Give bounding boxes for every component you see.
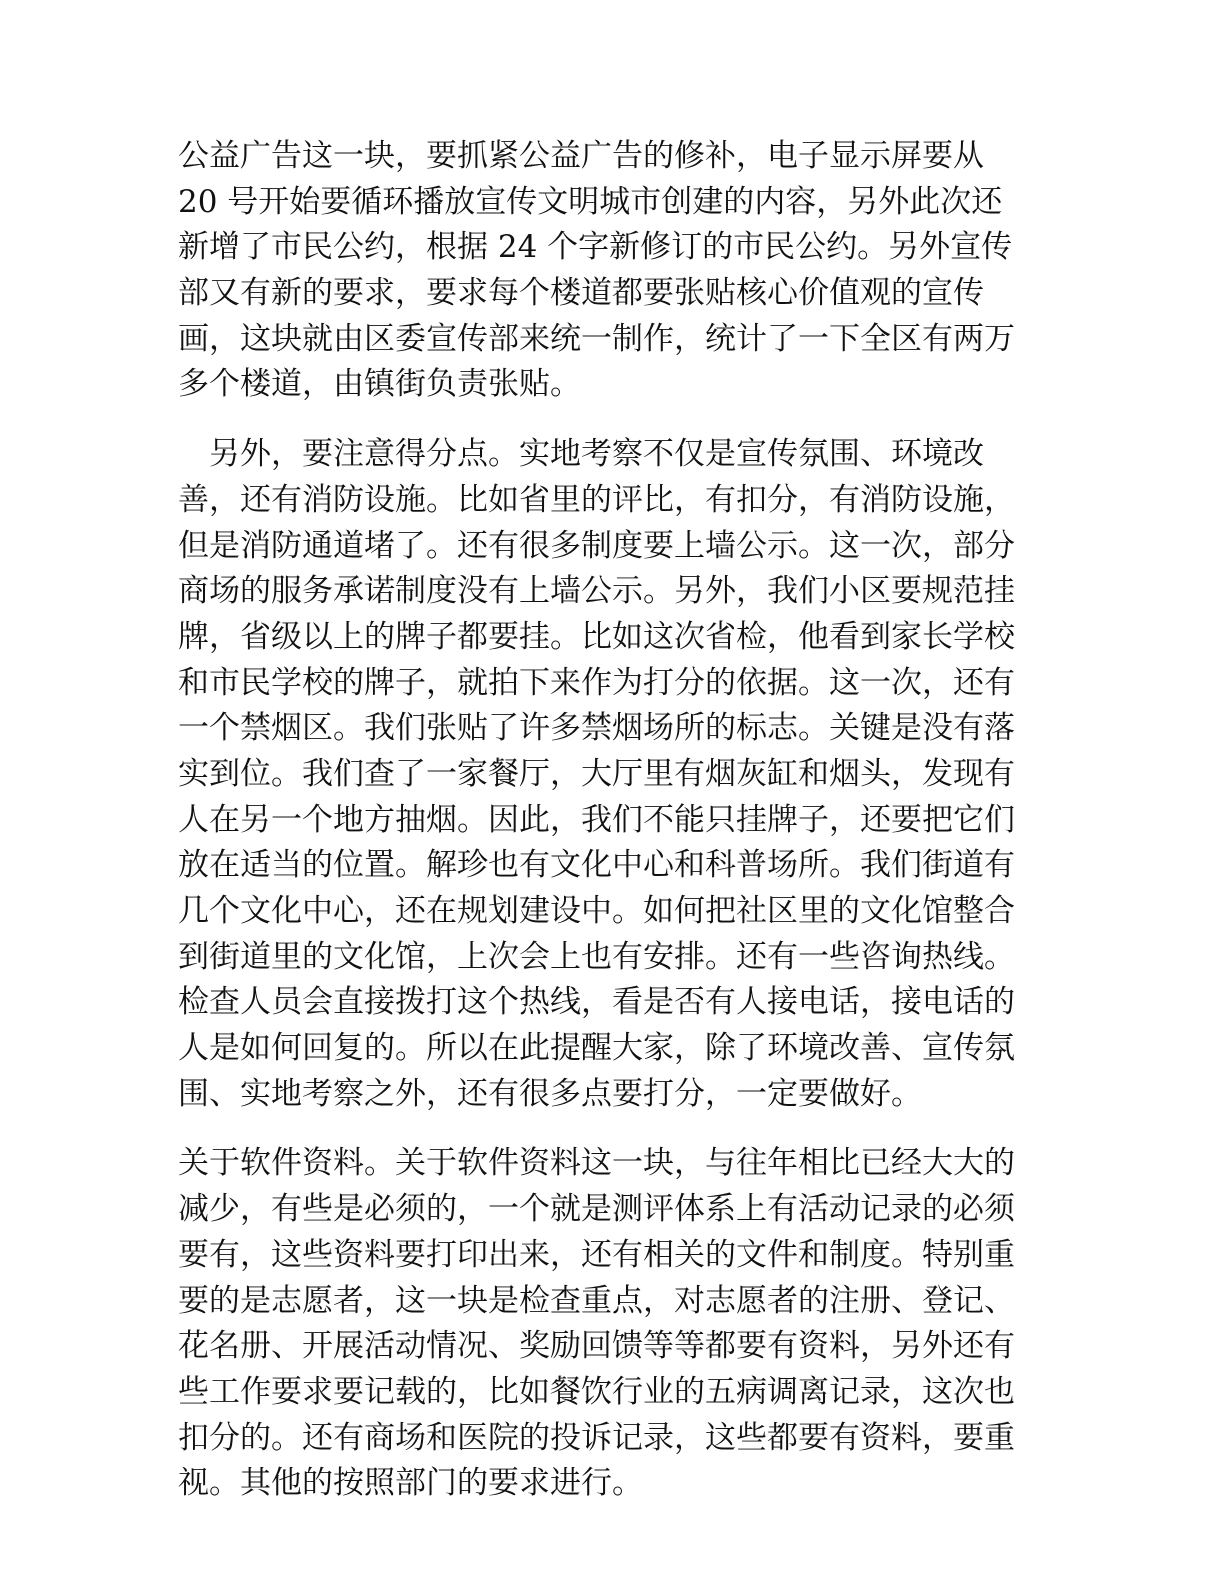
text-line: 围、实地考察之外，还有很多点要打分，一定要做好。 <box>178 1075 922 1112</box>
paragraph-spacer <box>178 1117 1040 1141</box>
text-line: 要的是志愿者，这一块是检查重点，对志愿者的注册、登记、 <box>178 1282 1015 1319</box>
text-line: 实到位。我们查了一家餐厅，大厅里有烟灰缸和烟头，发现有 <box>178 755 1015 792</box>
text-line: 关于软件资料。关于软件资料这一块，与往年相比已经大大的 <box>178 1145 1015 1182</box>
text-line: 放在适当的位置。解珍也有文化中心和科普场所。我们街道有 <box>178 847 1015 884</box>
text-line: 要有，这些资料要打印出来，还有相关的文件和制度。特别重 <box>178 1236 1015 1273</box>
paragraph-scoring-points <box>178 432 1040 1117</box>
text-line: 20 号开始要循环播放宣传文明城市创建的内容，另外此次还 <box>178 183 1003 220</box>
text-line: 到街道里的文化馆，上次会上也有安排。还有一些咨询热线。 <box>178 938 1015 975</box>
text-line: 花名册、开展活动情况、奖励回馈等等都要有资料，另外还有 <box>178 1328 1015 1365</box>
text-line: 和市民学校的牌子，就拍下来作为打分的依据。这一次，还有 <box>178 664 1015 701</box>
paragraph-spacer <box>178 408 1040 432</box>
text-line: 牌，省级以上的牌子都要挂。比如这次省检，他看到家长学校 <box>178 618 1015 655</box>
text-line: 检查人员会直接拨打这个热线，看是否有人接电话，接电话的 <box>178 984 1015 1021</box>
text-line: 另外，要注意得分点。实地考察不仅是宣传氛围、环境改 <box>178 436 984 473</box>
text-line: 减少，有些是必须的，一个就是测评体系上有活动记录的必须 <box>178 1191 1015 1228</box>
text-line: 部又有新的要求，要求每个楼道都要张贴核心价值观的宣传 <box>178 275 984 312</box>
text-line: 但是消防通道堵了。还有很多制度要上墙公示。这一次，部分 <box>178 527 1015 564</box>
text-line: 公益广告这一块，要抓紧公益广告的修补，电子显示屏要从 <box>178 138 984 174</box>
document-page <box>178 134 1040 1507</box>
text-line: 一个禁烟区。我们张贴了许多禁烟场所的标志。关键是没有落 <box>178 710 1015 747</box>
text-line: 商场的服务承诺制度没有上墙公示。另外，我们小区要规范挂 <box>178 573 1015 610</box>
text-line: 扣分的。还有商场和医院的投诉记录，这些都要有资料，要重 <box>178 1419 1015 1456</box>
text-line: 视。其他的按照部门的要求进行。 <box>178 1465 643 1502</box>
text-line: 新增了市民公约，根据 24 个字新修订的市民公约。另外宣传 <box>178 229 1013 266</box>
paragraph-public-ads <box>178 134 1040 408</box>
text-line: 些工作要求要记载的，比如餐饮行业的五病调离记录，这次也 <box>178 1373 1015 1410</box>
text-line: 多个楼道，由镇街负责张贴。 <box>178 366 581 403</box>
text-line: 人是如何回复的。所以在此提醒大家，除了环境改善、宣传氛 <box>178 1030 1015 1067</box>
paragraph-software-materials <box>178 1141 1040 1507</box>
text-line: 几个文化中心，还在规划建设中。如何把社区里的文化馆整合 <box>178 893 1015 929</box>
text-line: 画，这块就由区委宣传部来统一制作，统计了一下全区有两万 <box>178 320 1015 357</box>
text-line: 人在另一个地方抽烟。因此，我们不能只挂牌子，还要把它们 <box>178 801 1015 838</box>
text-line: 善，还有消防设施。比如省里的评比，有扣分，有消防设施， <box>178 481 1015 518</box>
